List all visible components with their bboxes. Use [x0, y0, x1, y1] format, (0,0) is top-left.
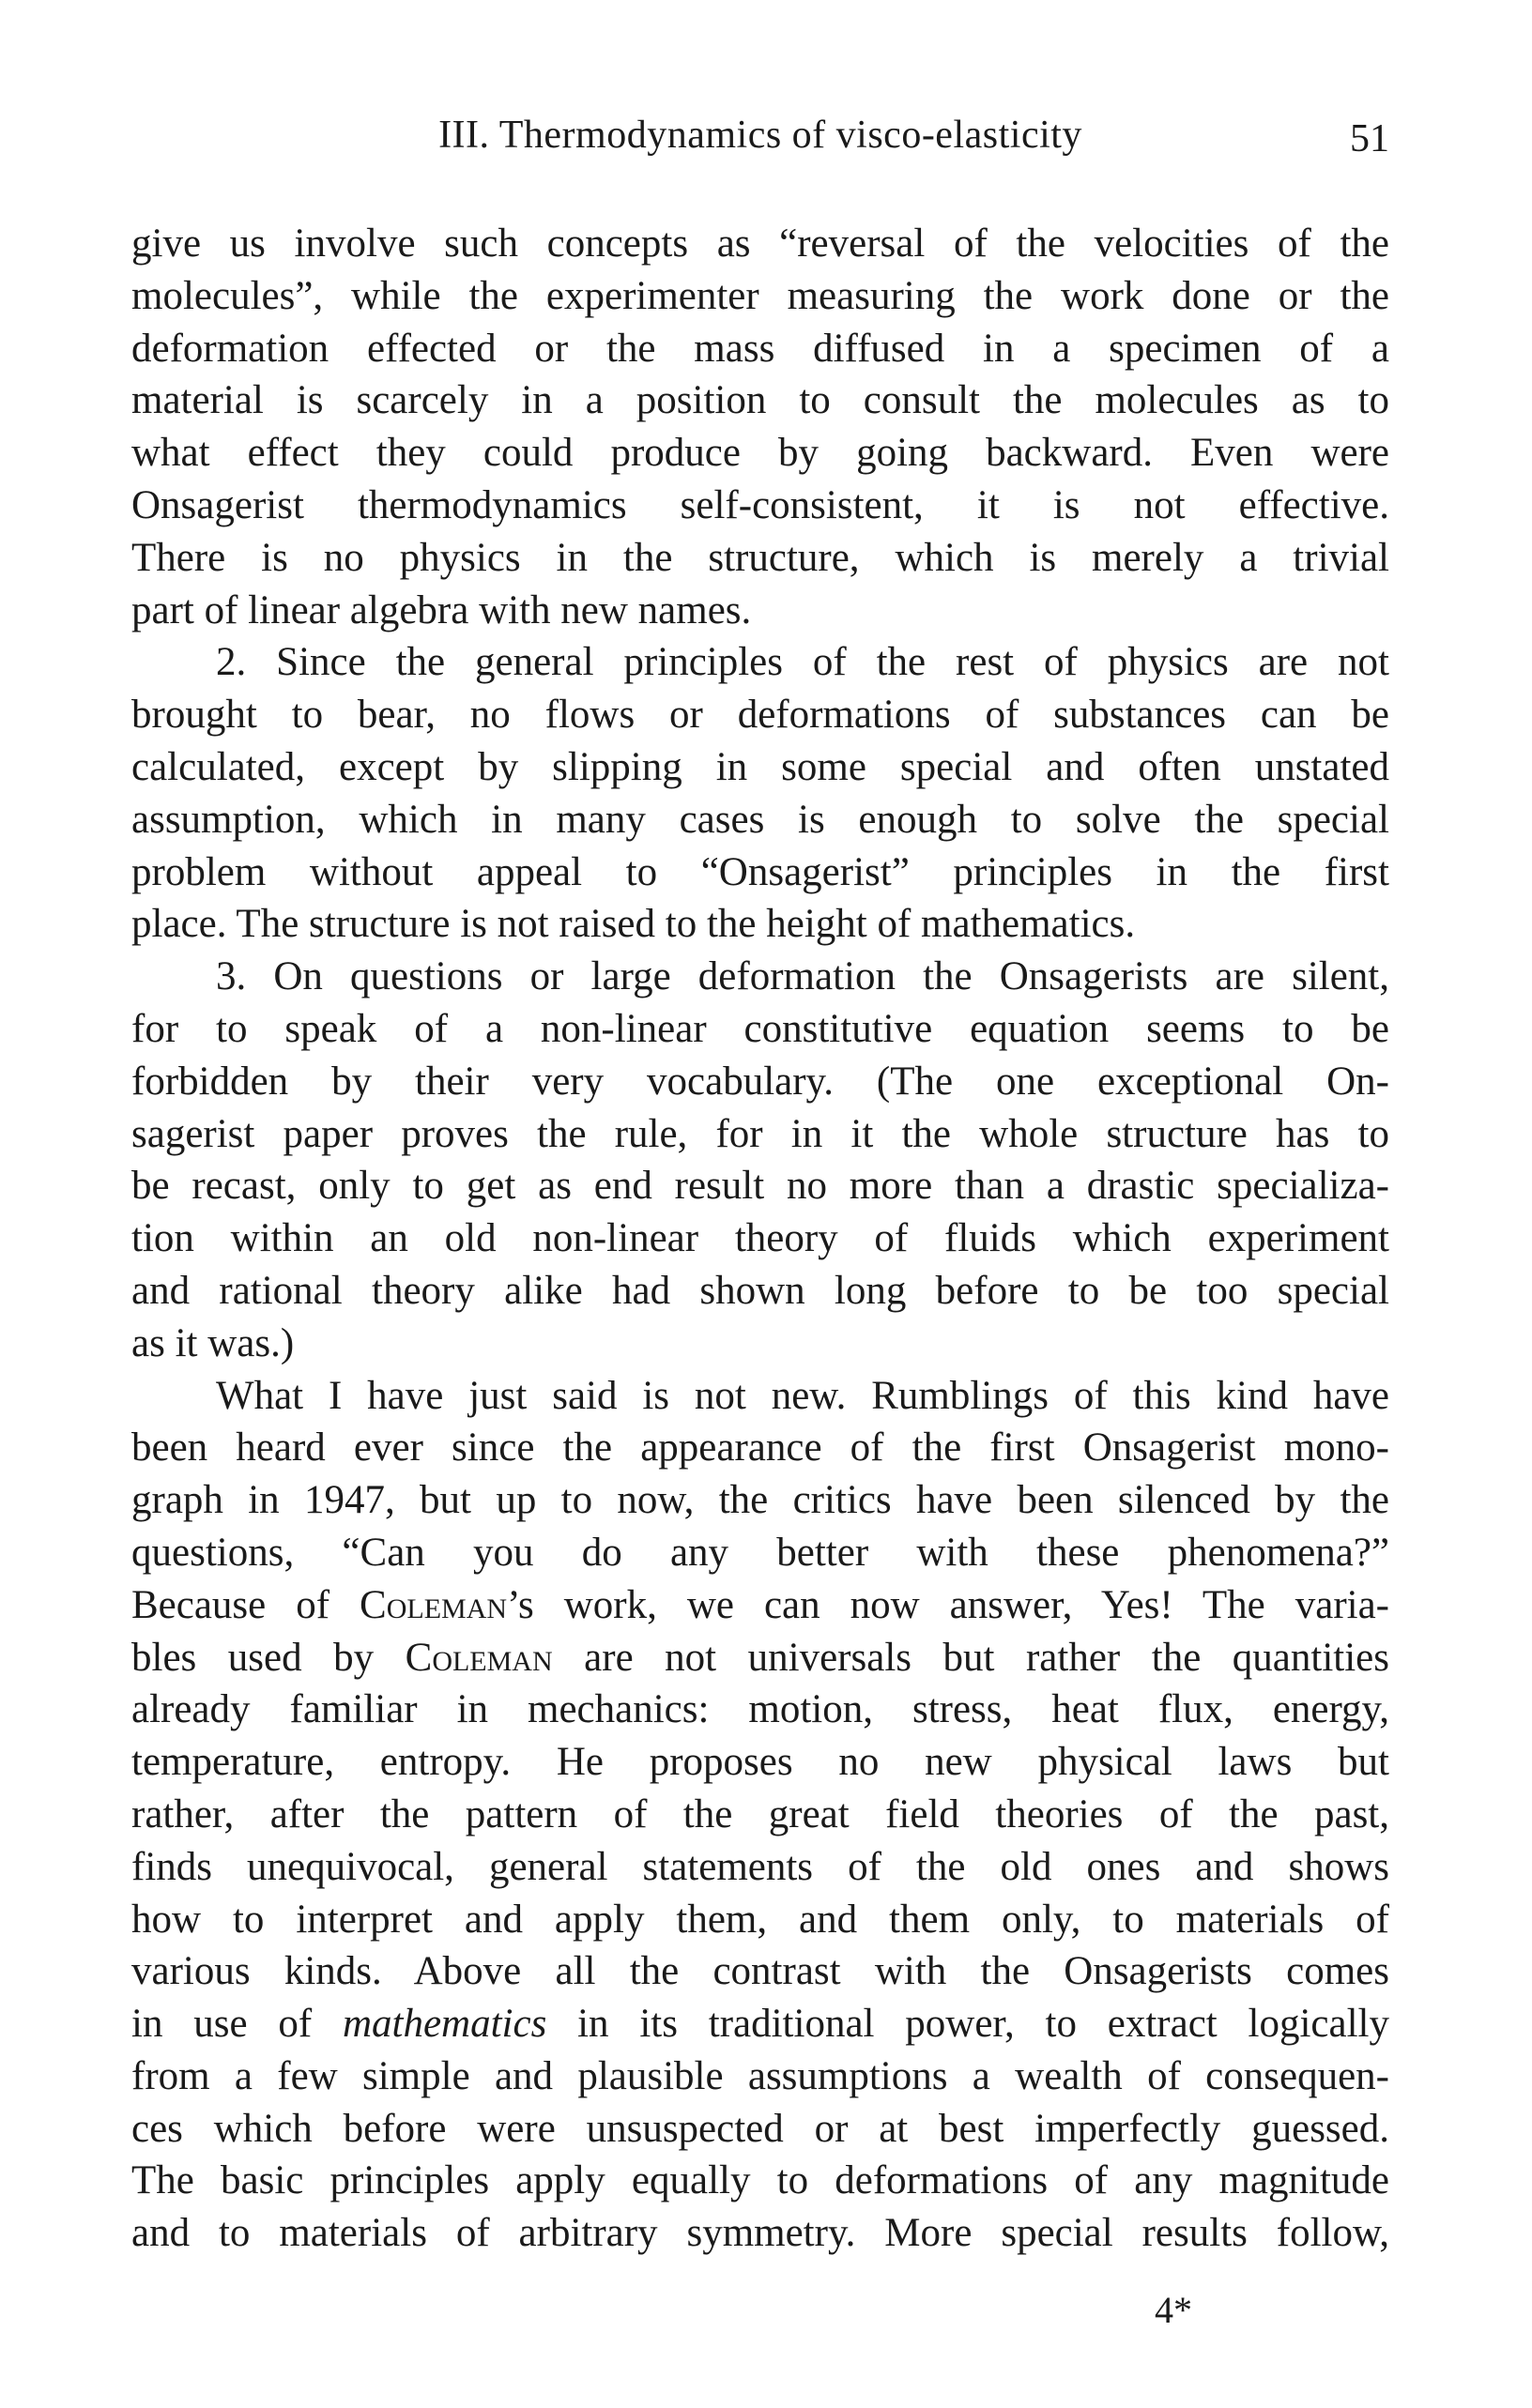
text-fragment: ’s work, we can now answer, Yes! The varia-: [507, 1582, 1389, 1627]
text-line: What I have just said is not new. Rumblings of this kind have: [216, 1373, 1389, 1418]
text-line: give us involve such concepts as “reversal of the velocities of the: [131, 221, 1389, 266]
text-line: and to materials of arbitrary symmetry. More special results follow,: [131, 2211, 1389, 2256]
text-line: been heard ever since the appearance of the first Onsagerist mono-: [131, 1425, 1389, 1471]
text-line: finds unequivocal, general statements of the old ones and shows: [131, 1844, 1389, 1889]
text-line: 2. Since the general principles of the rest of physics are not: [216, 640, 1389, 685]
text-line: The basic principles apply equally to deformations of any magnitude: [131, 2158, 1389, 2203]
text-line: graph in 1947, but up to now, the critics have been silenced by the: [131, 1478, 1389, 1523]
text-line: for to speak of a non-linear constitutive equation seems to be: [131, 1006, 1389, 1051]
running-head: [131, 113, 1389, 169]
text-line: Onsagerist thermodynamics self-consistent, it is not effective.: [131, 482, 1389, 527]
text-line: calculated, except by slipping in some special and often unstated: [131, 744, 1389, 789]
text-line: and rational theory alike had shown long before to be too special: [131, 1268, 1389, 1313]
text-fragment: Because of: [131, 1582, 360, 1627]
text-line: from a few simple and plausible assumptions a wealth of consequen-: [131, 2053, 1389, 2098]
text-line: what effect they could produce by going backward. Even were: [131, 431, 1389, 476]
text-line: already familiar in mechanics: motion, stress, heat flux, energy,: [131, 1687, 1389, 1732]
text-line: [131, 1632, 1389, 1684]
text-fragment: in its traditional power, to extract logically: [546, 2002, 1389, 2047]
text-fragment: in use of: [131, 2002, 343, 2047]
text-line: deformation effected or the mass diffused in a specimen of a: [131, 326, 1389, 371]
text-line: molecules”, while the experimenter measuring the work done or the: [131, 273, 1389, 318]
text-line: place. The structure is not raised to the height of mathematics.: [131, 902, 1136, 947]
body-text: [131, 218, 1389, 2260]
text-line: There is no physics in the structure, which is merely a trivial: [131, 535, 1389, 580]
text-line: tion within an old non-linear theory of fluids which experiment: [131, 1216, 1389, 1261]
text-line: ces which before were unsuspected or at best imperfectly guessed.: [131, 2106, 1389, 2151]
text-line: [131, 1579, 1389, 1632]
text-line: [131, 1998, 1389, 2050]
text-fragment: bles used by: [131, 1635, 406, 1680]
text-line: part of linear algebra with new names.: [131, 587, 752, 632]
text-line: assumption, which in many cases is enough to solve the special: [131, 797, 1389, 842]
text-line: problem without appeal to “Onsagerist” principles in the first: [131, 849, 1389, 894]
signature-mark: 4*: [1155, 2289, 1192, 2331]
text-line: material is scarcely in a position to consult the molecules as to: [131, 378, 1389, 423]
text-line: as it was.): [131, 1320, 295, 1365]
author-name: Coleman: [360, 1582, 508, 1627]
text-line: forbidden by their very vocabulary. (The one exceptional On-: [131, 1059, 1389, 1104]
text-line: how to interpret and apply them, and them only, to materials of: [131, 1897, 1389, 1942]
text-line: various kinds. Above all the contrast with the Onsagerists comes: [131, 1949, 1389, 1994]
text-fragment: are not universals but rather the quantities: [552, 1635, 1389, 1680]
text-line: rather, after the pattern of the great field theories of the past,: [131, 1791, 1389, 1836]
text-line: be recast, only to get as end result no more than a drastic specializa-: [131, 1164, 1389, 1209]
emphasis: mathematics: [342, 2002, 547, 2047]
page-number: 51: [1350, 117, 1389, 160]
text-line: questions, “Can you do any better with these phenomena?”: [131, 1530, 1389, 1575]
text-line: 3. On questions or large deformation the Onsagerists are silent,: [216, 954, 1389, 999]
text-line: brought to bear, no flows or deformations of substances can be: [131, 693, 1389, 738]
author-name: Coleman: [405, 1635, 553, 1680]
running-title: III. Thermodynamics of visco-elasticity: [438, 114, 1082, 157]
text-line: sagerist paper proves the rule, for in it the whole structure has to: [131, 1111, 1389, 1156]
text-line: temperature, entropy. He proposes no new physical laws but: [131, 1740, 1389, 1785]
